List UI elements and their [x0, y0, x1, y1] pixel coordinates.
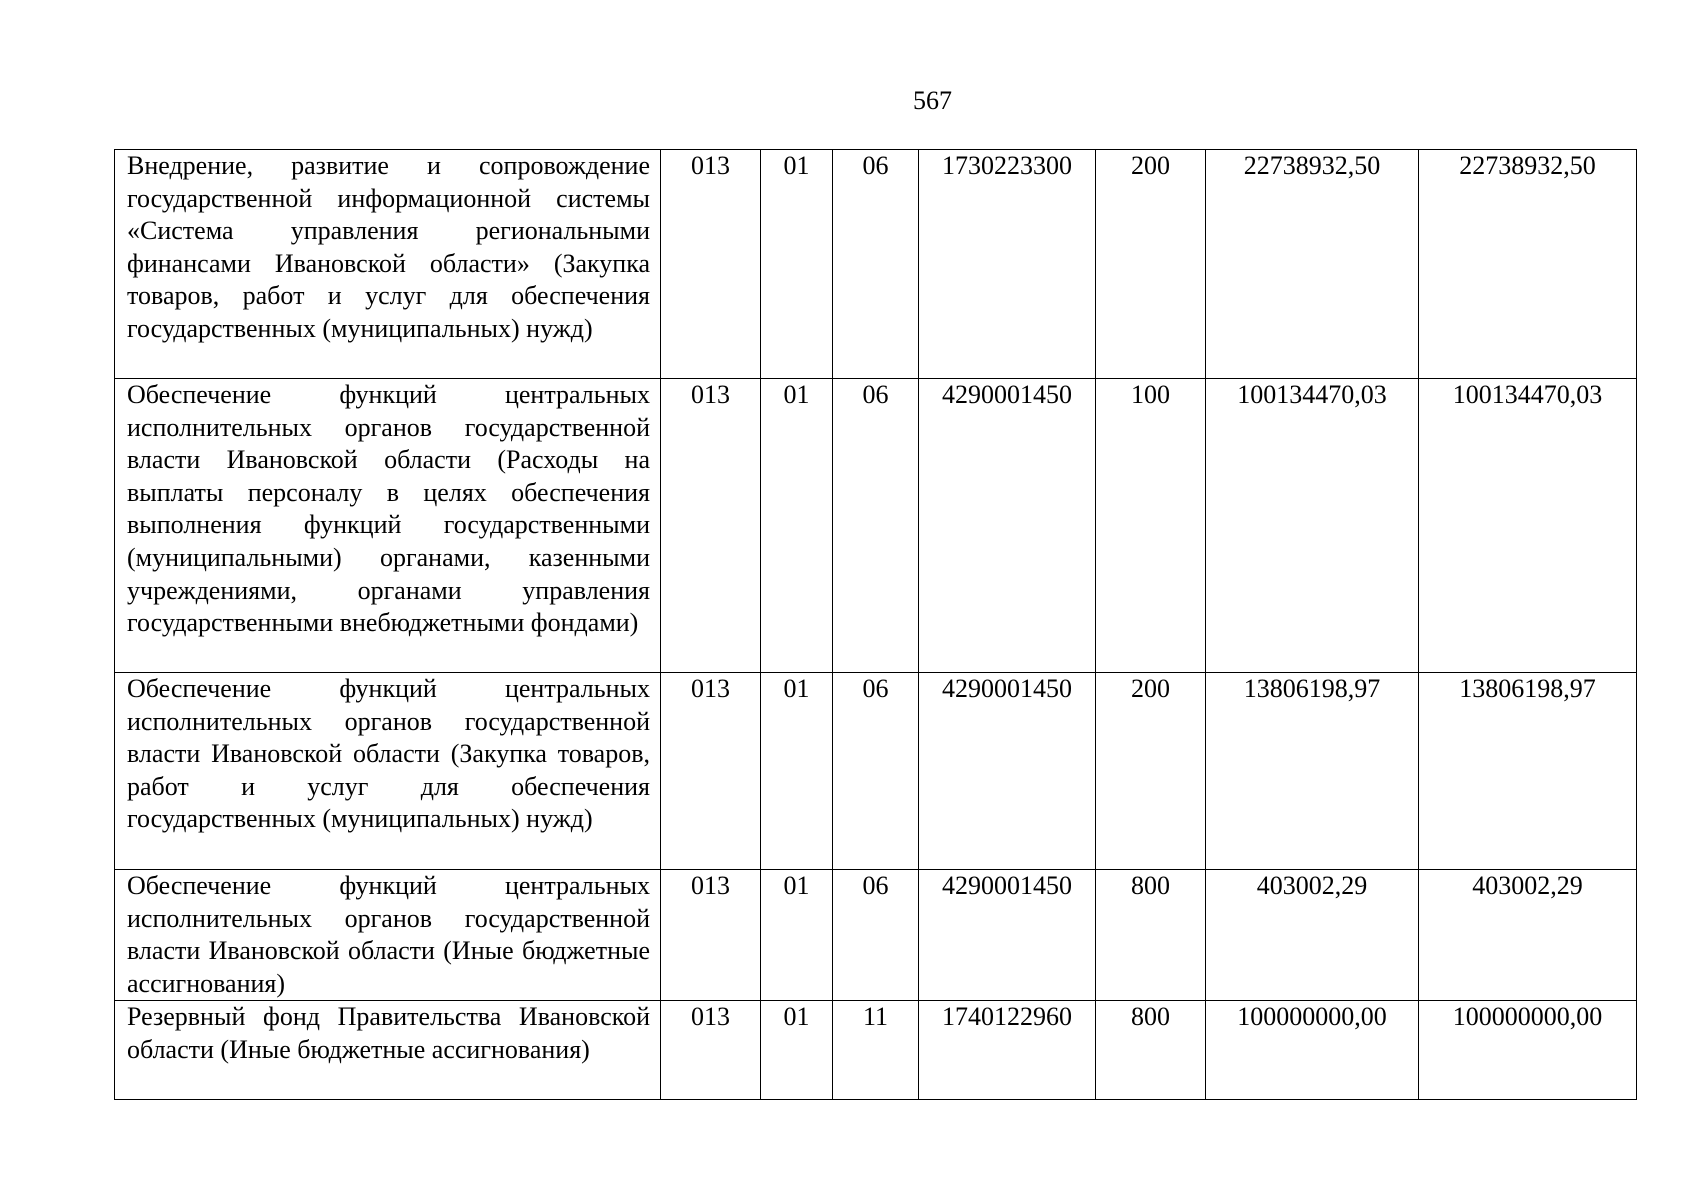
table-row [115, 379, 1637, 673]
row-description: Обеспечение функций центральных исполнительных органов государственной власти Ивановской области (Иные бюджетные ассигнования) [115, 870, 661, 1001]
amount-2: 22738932,50 [1419, 150, 1637, 379]
grbs-code: 013 [661, 870, 761, 1001]
target-article-code: 4290001450 [919, 673, 1096, 870]
table-row [115, 870, 1637, 1001]
subsection-code: 06 [833, 870, 919, 1001]
expense-type-code: 200 [1096, 673, 1206, 870]
section-code: 01 [761, 1001, 833, 1100]
subsection-code: 06 [833, 673, 919, 870]
target-article-code: 4290001450 [919, 379, 1096, 673]
subsection-code: 06 [833, 150, 919, 379]
expense-type-code: 800 [1096, 870, 1206, 1001]
row-description: Обеспечение функций центральных исполнительных органов государственной власти Ивановской области (Закупка товаров, работ и услуг для обеспечения государственных (муниципальных) нужд) [115, 673, 661, 870]
row-description: Внедрение, развитие и сопровождение государственной информационной системы «Система управления региональными финансами Ивановской области» (Закупка товаров, работ и услуг для обеспечения государственных (муниципальных) нужд) [115, 150, 661, 379]
page-number: 567 [913, 86, 952, 115]
target-article-code: 1740122960 [919, 1001, 1096, 1100]
amount-1: 13806198,97 [1206, 673, 1419, 870]
amount-1: 100134470,03 [1206, 379, 1419, 673]
grbs-code: 013 [661, 379, 761, 673]
amount-2: 100000000,00 [1419, 1001, 1637, 1100]
table-row [115, 673, 1637, 870]
expense-type-code: 100 [1096, 379, 1206, 673]
section-code: 01 [761, 870, 833, 1001]
target-article-code: 1730223300 [919, 150, 1096, 379]
grbs-code: 013 [661, 673, 761, 870]
section-code: 01 [761, 150, 833, 379]
row-description: Резервный фонд Правительства Ивановской области (Иные бюджетные ассигнования) [115, 1001, 661, 1100]
expense-type-code: 800 [1096, 1001, 1206, 1100]
grbs-code: 013 [661, 150, 761, 379]
budget-table [114, 149, 1637, 1100]
table-row [115, 150, 1637, 379]
amount-1: 403002,29 [1206, 870, 1419, 1001]
table-row [115, 1001, 1637, 1100]
target-article-code: 4290001450 [919, 870, 1096, 1001]
section-code: 01 [761, 379, 833, 673]
row-description: Обеспечение функций центральных исполнительных органов государственной власти Ивановской области (Расходы на выплаты персоналу в целях обеспечения выполнения функций государственными (муниципальными) органами, казенными учреждениями, органами управления государственными внебюджетными фондами) [115, 379, 661, 673]
grbs-code: 013 [661, 1001, 761, 1100]
subsection-code: 06 [833, 379, 919, 673]
expense-type-code: 200 [1096, 150, 1206, 379]
amount-1: 100000000,00 [1206, 1001, 1419, 1100]
subsection-code: 11 [833, 1001, 919, 1100]
amount-2: 13806198,97 [1419, 673, 1637, 870]
amount-2: 403002,29 [1419, 870, 1637, 1001]
section-code: 01 [761, 673, 833, 870]
amount-1: 22738932,50 [1206, 150, 1419, 379]
amount-2: 100134470,03 [1419, 379, 1637, 673]
